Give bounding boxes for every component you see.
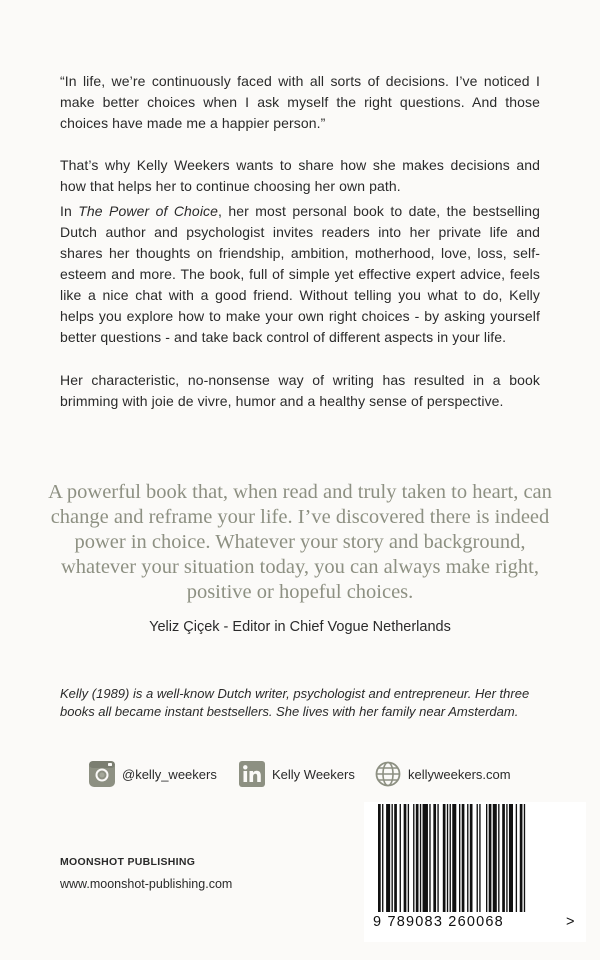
barcode-bar — [404, 804, 407, 912]
barcode-bar — [443, 804, 446, 912]
barcode-bar — [477, 804, 478, 912]
barcode-bar — [462, 804, 465, 912]
website-url: kellyweekers.com — [408, 766, 511, 782]
barcode-bar — [447, 804, 448, 912]
globe-icon — [374, 760, 402, 788]
barcode-bar — [429, 804, 430, 912]
book-title: The Power of Choice — [78, 203, 219, 219]
barcode-bar — [479, 804, 480, 912]
barcode-bar — [459, 804, 460, 912]
barcode-bar — [493, 804, 497, 912]
barcode-bar — [452, 804, 456, 912]
social-linkedin[interactable] — [238, 759, 355, 789]
barcode-bar — [394, 804, 397, 912]
publisher-url: www.moonshot-publishing.com — [60, 877, 233, 891]
barcode-bar — [506, 804, 507, 912]
linkedin-icon — [238, 760, 266, 788]
author-bio: Kelly (1989) is a well-know Dutch writer, psychologist and entrepreneur. Her three books all became instant bestsellers. She lives with her family near Amsterdam. — [60, 686, 530, 719]
barcode-bar — [489, 804, 492, 912]
barcode — [376, 804, 576, 912]
review-quote: A powerful book that, when read and truly taken to heart, can change and reframe your life. I’ve discovered there is indeed power in choice. Whatever your story and background, whatever your situation today, you can always make right, positive or hopeful choices. — [48, 481, 552, 603]
barcode-chevron: > — [566, 914, 575, 930]
barcode-bar — [416, 804, 419, 912]
barcode-bar — [386, 804, 390, 912]
barcode-bar — [524, 804, 525, 912]
barcode-bar — [437, 804, 438, 912]
barcode-bar — [382, 804, 383, 912]
barcode-bar — [413, 804, 414, 912]
review-attribution: Yeliz Çiçek - Editor in Chief Vogue Netherlands — [149, 619, 451, 635]
barcode-bar — [378, 804, 381, 912]
blurb-paragraph-1: “In life, we’re continuously faced with all sorts of decisions. I’ve noticed I make better choices when I ask myself the right questions. And those choices have made me a happier person.” — [60, 73, 540, 131]
barcode-bar — [450, 804, 451, 912]
publisher-name: MOONSHOT PUBLISHING — [60, 856, 196, 868]
barcode-bar — [498, 804, 499, 912]
barcode-bar — [400, 804, 401, 912]
barcode-bar — [467, 804, 468, 912]
social-website[interactable] — [374, 759, 511, 789]
blurb-paragraph-4: Her characteristic, no-nonsense way of writing has resulted in a book brimming with joie de vivre, humor and a healthy sense of perspective. — [60, 372, 540, 409]
linkedin-name: Kelly Weekers — [272, 766, 355, 782]
barcode-bar — [433, 804, 436, 912]
isbn-digits: 9 789083 260068 — [373, 914, 504, 930]
barcode-bar — [509, 804, 513, 912]
social-instagram[interactable] — [88, 759, 217, 789]
barcode-bar — [392, 804, 393, 912]
instagram-handle: @kelly_weekers — [122, 766, 217, 782]
instagram-icon — [88, 760, 116, 788]
barcode-bar — [486, 804, 487, 912]
barcode-bar — [423, 804, 428, 912]
barcode-bar — [408, 804, 409, 912]
barcode-bar — [502, 804, 505, 912]
barcode-bar — [516, 804, 517, 912]
barcode-bar — [520, 804, 523, 912]
barcode-bar — [420, 804, 421, 912]
barcode-bar — [470, 804, 473, 912]
blurb-paragraph-3 — [60, 201, 540, 348]
blurb-paragraph-3-rest: , her most personal book to date, the bestselling Dutch author and psychologist invites readers into her private life and shares her thoughts on friendship, ambition, motherhood, love, loss, self-esteem and more. The book, full of simple yet effective expert advice, feels like a nice chat with a good friend. Without telling you what to do, Kelly helps you explore how to make your own right choices - by asking yourself better questions - and take back control of different aspects in your life. — [60, 203, 540, 345]
blurb-paragraph-2: That’s why Kelly Weekers wants to share how she makes decisions and how that helps her to continue choosing her own path. — [60, 157, 540, 194]
blurb-paragraph-3-prefix: In — [60, 203, 79, 219]
